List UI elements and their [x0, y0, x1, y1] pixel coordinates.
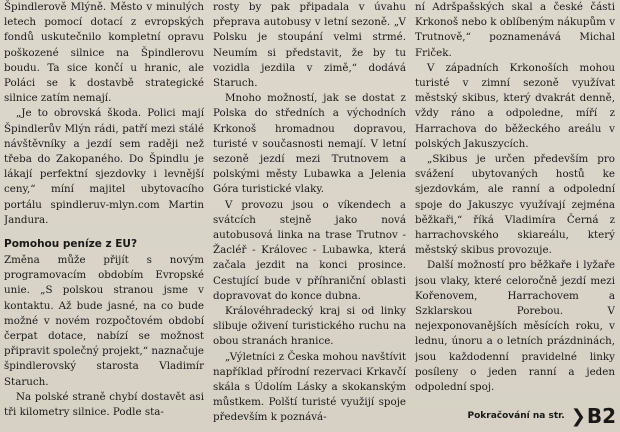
article-paragraph: Další možností pro běžkaře i lyžaře jsou vlaky, které celoročně jezdí mezi Kořenovem, Harrachovem a Szklarskou Porebou. V nejexponovanějších měsících roku, v lednu, únoru a o letních prázdninách, jsou každodenní pravidelné linky posíleny o jeden ranní a jeden odpolední spoj.: [415, 259, 615, 394]
continued-page-number: B2: [586, 404, 616, 428]
article-column-3: [415, 0, 615, 432]
continued-on-page[interactable]: [468, 404, 616, 428]
article-column-1: [4, 0, 204, 432]
article-paragraph: rosty by pak připadala v úvahu přeprava autobusy v letní sezoně. „V Polsku je stoupání velmi strmé. Neumím si představit, že by tu vozidla jezdila v zimě,“ dodává Staruch.: [213, 1, 406, 90]
article-subheading: Pomohou peníze z EU?: [4, 238, 138, 251]
continued-label: Pokračování na str.: [467, 411, 565, 421]
chevron-right-icon: ❯: [570, 405, 586, 427]
article-paragraph: V západních Krkonoších mohou turisté v zimní sezoně využívat městský skibus, který dvakrát denně, vždy ráno a odpoledne, míří z Harrachova do běžeckého areálu v polských Jakuszycích.: [415, 61, 615, 150]
article-paragraph: Mnoho možností, jak se dostat z Polska do středních a východních Krkonoš hromadnou dopravou, turisté v současnosti nemají. V letní sezoně jezdí mezi Trutnovem a polskými městy Lubawka a Jelenia Góra turistické vlaky.: [213, 92, 406, 196]
continued-page-ref[interactable]: [571, 404, 616, 428]
article-paragraph: „Výletníci z Česka mohou navštívit například přírodní rezervaci Krkavčí skála s Údolím Lásky a skokanským můstkem. Polští turisté využijí spoje především k poznává-: [213, 350, 406, 424]
article-column-2: [213, 0, 406, 432]
article-paragraph: Královéhradecký kraj si od linky slibuje oživení turistického ruchu na obou stranách hranice.: [213, 305, 406, 348]
article-paragraph: „Skibus je určen především pro svážení ubytovaných hostů ke sjezdovkám, ale ranní a odpolední spoje do Jakuszyc využívají zejména běžkaři,“ říká Vladimíra Černá z harrachovského skiareálu, který městský skibus provozuje.: [415, 153, 615, 257]
article-paragraph: ní Adršpašských skal a české části Krkonoš nebo k oblíbeným nákupům v Trutnově,“ poznamenává Michal Friček.: [415, 1, 615, 59]
article-paragraph: Špindlerově Mlýně. Město v minulých letech pomocí dotací z evropských fondů uskutečnilo kompletní opravu poškozené silnice na Špindlerovu boudu. Ta sice končí u hranic, ale Poláci se k dostavbě strategické silnice zatím nemají.: [4, 1, 204, 105]
article-paragraph: Změna může přijít s novým programovacím obdobím Evropské unie. „S polskou stranou jsme v kontaktu. Až bude jasné, na co bude možné v novém rozpočtovém období čerpat dotace, nabízí se možnost připravit společný projekt,“ naznačuje špindlerovský starosta Vladimír Staruch.: [4, 254, 204, 388]
article-paragraph: Na polské straně chybí dostavět asi tři kilometry silnice. Podle sta-: [4, 390, 204, 419]
article-paragraph: „Je to obrovská škoda. Polici mají Špindlerův Mlýn rádi, patří mezi stálé návštěvníky a jezdí sem raději než třeba do Zakopaného. Do Špindlu je lákají perfektní sjezdovky i levnější ceny,“ míní majitel ubytovacího portálu spindleruv-mlyn.com Martin Jandura.: [4, 107, 204, 226]
article-paragraph: V provozu jsou o víkendech a svátcích stejně jako nová autobusová linka na trase Trutnov - Žacléř - Královec - Lubawka, která začala jezdit na konci prosince. Cestující bude v příhraniční oblasti dopravovat do konce dubna.: [213, 198, 406, 302]
